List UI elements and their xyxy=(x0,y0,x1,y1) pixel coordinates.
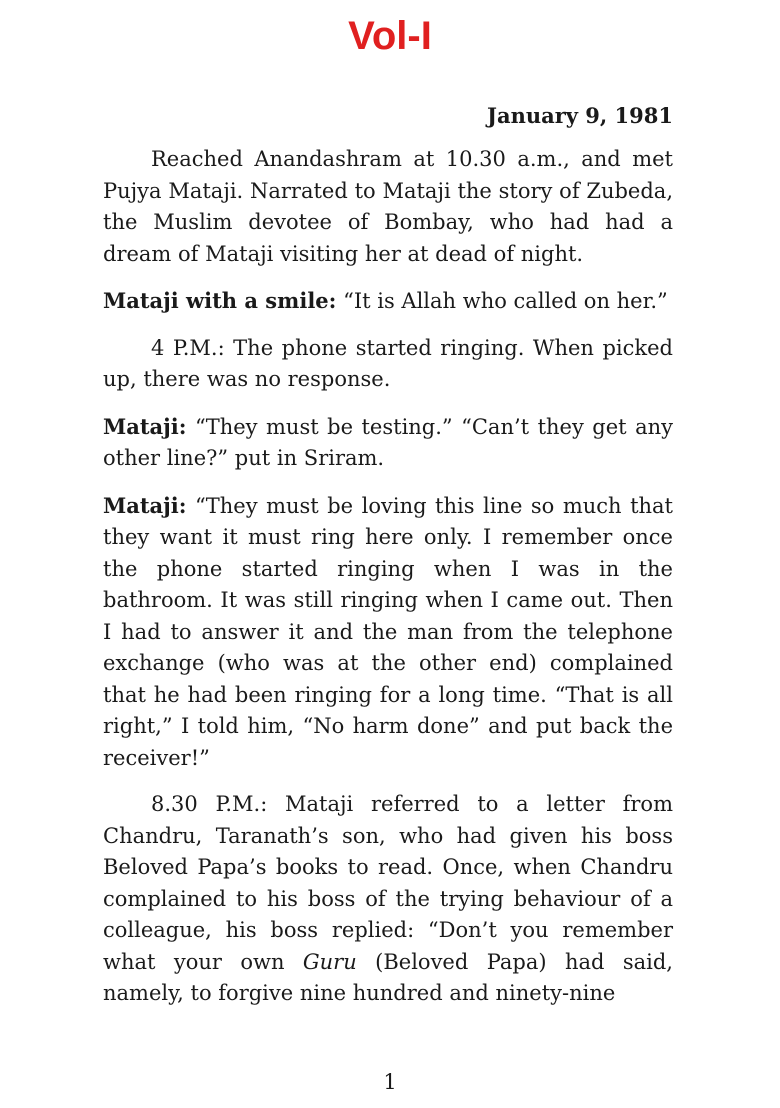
paragraph-text: 4 P.M.: The phone started ringing. When picked up, there was no response. xyxy=(103,335,673,391)
paragraph-text: 8.30 P.M.: Mataji referred to a letter from Chandru, Taranath’s son, who had given his boss Beloved Papa’s books to read. Once, when Chandru complained to his boss of the trying behaviour of a colleague, his boss replied: “Don’t you remember what your own xyxy=(103,792,673,974)
speaker-label: Mataji: xyxy=(103,413,187,439)
entry-date: January 9, 1981 xyxy=(487,103,673,128)
emphasis-text: Guru xyxy=(302,949,357,974)
paragraph-text: “They must be testing.” “Can’t they get any other line?” put in Sriram. xyxy=(103,414,673,470)
paragraph-loving-line xyxy=(103,490,673,775)
speaker-label: Mataji with a smile: xyxy=(103,288,337,313)
paragraph-chandru-letter xyxy=(103,789,673,1010)
paragraph-text-continued: (Beloved Papa) had said, namely, to forgive nine hundred and ninety-nine xyxy=(103,949,673,1005)
paragraph-phone-ringing xyxy=(103,333,673,396)
paragraph-allah-reply xyxy=(103,285,673,318)
paragraph-arrival xyxy=(103,144,673,270)
speaker-label: Mataji: xyxy=(103,492,187,518)
page-body xyxy=(103,100,673,1025)
page-number: 1 xyxy=(383,1070,397,1094)
paragraph-text: “They must be loving this line so much that they want it must ring here only. I remember once the phone started ringing when I was in the bathroom. It was still ringing when I came out. Then I had to answer it and the man from the telephone exchange (who was at the other end) complained that he had been ringing for a long time. “That is all right,” I told him, “No harm done” and put back the receiver!” xyxy=(103,493,673,770)
paragraph-text: Reached Anandashram at 10.30 a.m., and met Pujya Mataji. Narrated to Mataji the story of Zubeda, the Muslim devotee of Bombay, who had had a dream of Mataji visiting her at dead of night. xyxy=(103,147,673,266)
paragraph-text: “It is Allah who called on her.” xyxy=(336,289,668,313)
paragraph-testing xyxy=(103,411,673,475)
volume-label: Vol-I xyxy=(348,14,432,58)
